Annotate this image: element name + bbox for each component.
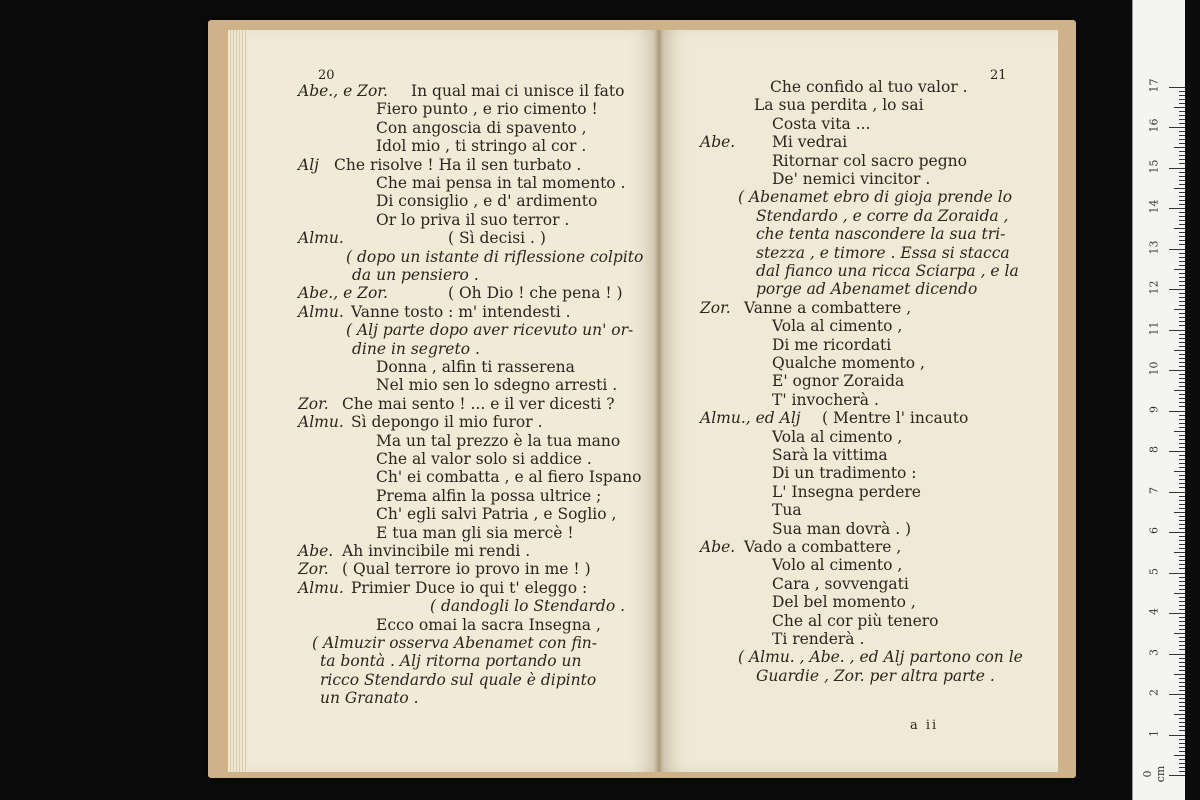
ruler-number: 6 xyxy=(1147,527,1161,534)
ruler-tick xyxy=(1179,232,1185,233)
ruler-tick xyxy=(1179,621,1185,622)
ruler-tick xyxy=(1169,694,1185,695)
ruler-tick xyxy=(1179,277,1185,278)
verse-text: La sua perdita , lo sai xyxy=(754,96,924,115)
verse-text: Che al cor più tenero xyxy=(772,611,939,630)
ruler-tick xyxy=(1179,520,1185,521)
ruler-tick xyxy=(1169,451,1185,452)
ruler-tick xyxy=(1174,552,1185,553)
speaker-name: Abe., e Zor. xyxy=(298,82,388,100)
ruler-number: 9 xyxy=(1147,405,1161,413)
speaker-name: Almu. xyxy=(298,413,344,432)
verse-text: Ecco omai la sacra Insegna , xyxy=(376,615,601,634)
verse-text: Di me ricordati xyxy=(772,335,892,354)
ruler-tick xyxy=(1179,443,1185,444)
ruler-tick xyxy=(1179,346,1185,347)
ruler-tick xyxy=(1169,168,1185,169)
ruler-tick xyxy=(1169,492,1185,493)
ruler-tick xyxy=(1174,269,1185,270)
ruler-tick xyxy=(1174,633,1185,634)
ruler-tick xyxy=(1179,317,1185,318)
stage-direction: dal fianco una ricca Sciarpa , e la xyxy=(756,262,1019,280)
ruler-tick xyxy=(1179,524,1185,525)
stage-direction: ( Almu. , Abe. , ed Alj partono con le xyxy=(738,648,1023,667)
ruler-tick xyxy=(1179,658,1185,659)
ruler-tick xyxy=(1179,682,1185,683)
ruler-tick xyxy=(1179,483,1185,484)
ruler-tick xyxy=(1179,759,1185,760)
ruler-tick xyxy=(1179,609,1185,610)
ruler-tick xyxy=(1179,358,1185,359)
speaker-name: Abe. xyxy=(700,133,736,152)
ruler-tick xyxy=(1179,739,1185,740)
left-page xyxy=(248,30,658,772)
ruler-tick xyxy=(1179,172,1185,173)
ruler-tick xyxy=(1169,411,1185,412)
verse-text: Sua man dovrà . ) xyxy=(772,519,912,538)
ruler-tick xyxy=(1179,123,1185,124)
verse-text: Tua xyxy=(772,501,802,520)
ruler-number: 4 xyxy=(1147,608,1161,615)
ruler-tick xyxy=(1179,747,1185,748)
verse-text: Ritornar col sacro pegno xyxy=(772,151,967,170)
ruler-tick xyxy=(1179,143,1185,144)
verse-text: Che mai sento ! ... e il ver dicesti ? xyxy=(342,394,615,413)
verse-text: Sì depongo il mio furor . xyxy=(351,413,543,432)
stage-direction: Guardie , Zor. per altra parte . xyxy=(756,666,995,685)
speaker-name: Almu. xyxy=(298,302,344,321)
ruler-tick xyxy=(1179,504,1185,505)
ruler-tick xyxy=(1174,228,1185,229)
ruler-tick xyxy=(1179,155,1185,156)
ruler-tick xyxy=(1169,127,1185,128)
ruler-tick xyxy=(1179,564,1185,565)
stage-direction: ( Almuzir osserva Abenamet con fin- xyxy=(312,634,598,652)
ruler-tick xyxy=(1179,516,1185,517)
ruler-number: 12 xyxy=(1147,280,1161,295)
ruler-tick xyxy=(1179,585,1185,586)
verse-text: Cara , sovvengati xyxy=(772,574,909,593)
ruler-tick xyxy=(1179,176,1185,177)
ruler-tick xyxy=(1179,281,1185,282)
ruler-tick xyxy=(1179,771,1185,772)
ruler-tick xyxy=(1179,240,1185,241)
stage-direction: Stendardo , e corre da Zoraida , xyxy=(756,206,1009,225)
verse-text: Ti renderà . xyxy=(772,630,865,648)
ruler-tick xyxy=(1179,743,1185,744)
verse-text: De' nemici vincitor . xyxy=(772,170,931,188)
verse-text: Vanne tosto : m' intendesti . xyxy=(351,302,571,321)
verse-text: L' Insegna perdere xyxy=(772,482,921,501)
stage-direction: un Granato . xyxy=(320,689,419,708)
verse-text: Sarà la vittima xyxy=(772,446,888,464)
ruler-tick xyxy=(1179,261,1185,262)
verse-text: Che mai pensa in tal momento . xyxy=(376,174,626,192)
ruler-tick xyxy=(1179,91,1185,92)
verse-text: ( Sì decisi . ) xyxy=(448,229,546,248)
verse-text: ( Mentre l' incauto xyxy=(822,409,969,428)
verse-text: Donna , alfin ti rasserena xyxy=(376,358,575,376)
ruler-tick xyxy=(1179,406,1185,407)
ruler-number: 16 xyxy=(1147,118,1161,133)
ruler-tick xyxy=(1179,601,1185,602)
ruler-tick xyxy=(1179,342,1185,343)
verse-text: Del bel momento , xyxy=(772,593,916,612)
stage-direction: da un pensiero . xyxy=(352,266,479,284)
ruler-tick xyxy=(1179,455,1185,456)
ruler-tick xyxy=(1179,366,1185,367)
stage-direction: dine in segreto . xyxy=(352,339,480,358)
ruler-number: 5 xyxy=(1147,567,1161,575)
ruler-number: 14 xyxy=(1147,199,1161,214)
ruler-tick xyxy=(1179,479,1185,480)
ruler-tick xyxy=(1179,184,1185,185)
ruler-tick xyxy=(1179,617,1185,618)
ruler-tick xyxy=(1179,131,1185,132)
verse-text: Vola al cimento , xyxy=(772,427,903,446)
ruler-tick xyxy=(1179,103,1185,104)
ruler-tick xyxy=(1179,301,1185,302)
verse-text: Volo al cimento , xyxy=(772,556,903,575)
ruler-tick xyxy=(1179,159,1185,160)
ruler-tick xyxy=(1174,714,1185,715)
ruler-tick xyxy=(1179,378,1185,379)
ruler-tick xyxy=(1179,568,1185,569)
verse-text: Vola al cimento , xyxy=(772,317,903,336)
ruler-tick xyxy=(1179,666,1185,667)
ruler-tick xyxy=(1179,637,1185,638)
book-gutter xyxy=(654,30,664,772)
ruler-tick xyxy=(1179,641,1185,642)
page-number-left: 20 xyxy=(318,68,335,83)
ruler-tick xyxy=(1174,593,1185,594)
verse-text: Con angoscia di spavento , xyxy=(376,118,587,137)
ruler-tick xyxy=(1179,382,1185,383)
ruler-tick xyxy=(1179,767,1185,768)
ruler-tick xyxy=(1179,540,1185,541)
ruler-tick xyxy=(1169,654,1185,655)
stage-direction: ricco Stendardo sul quale è dipinto xyxy=(320,670,597,689)
ruler-tick xyxy=(1179,577,1185,578)
speaker-name: Almu. xyxy=(298,578,344,597)
ruler-tick xyxy=(1169,208,1185,209)
stage-direction: ta bontà . Alj ritorna portando un xyxy=(320,652,582,671)
ruler-number: 7 xyxy=(1147,486,1161,494)
ruler-number: 3 xyxy=(1147,648,1161,656)
ruler-tick xyxy=(1169,735,1185,736)
stage-direction: porge ad Abenamet dicendo xyxy=(756,280,978,299)
verse-text: Che confido al tuo valor . xyxy=(770,78,968,96)
ruler-tick xyxy=(1179,415,1185,416)
ruler-tick xyxy=(1169,370,1185,371)
ruler-tick xyxy=(1174,512,1185,513)
ruler-tick xyxy=(1179,706,1185,707)
ruler-tick xyxy=(1179,257,1185,258)
ruler-tick xyxy=(1179,463,1185,464)
speaker-name: Abe. xyxy=(298,542,334,560)
ruler-tick xyxy=(1179,496,1185,497)
ruler-tick xyxy=(1174,350,1185,351)
ruler-tick xyxy=(1179,305,1185,306)
ruler-tick xyxy=(1179,321,1185,322)
ruler-tick xyxy=(1169,613,1185,614)
signature-mark: a ii xyxy=(910,718,939,733)
ruler-tick xyxy=(1169,330,1185,331)
ruler-tick xyxy=(1174,755,1185,756)
verse-text: T' invocherà . xyxy=(772,390,879,409)
stage-direction: che tenta nascondere la sua tri- xyxy=(756,225,1006,244)
ruler-tick xyxy=(1179,556,1185,557)
verse-text: ( Qual terrore io provo in me ! ) xyxy=(342,560,591,579)
ruler-tick xyxy=(1179,670,1185,671)
ruler-number: 0 cm xyxy=(1141,765,1167,783)
ruler-tick xyxy=(1179,265,1185,266)
ruler-tick xyxy=(1179,394,1185,395)
ruler-tick xyxy=(1179,710,1185,711)
ruler-tick xyxy=(1179,293,1185,294)
verse-text: Ch' ei combatta , e al fiero Ispano xyxy=(376,468,642,487)
ruler-tick xyxy=(1179,439,1185,440)
ruler-tick xyxy=(1179,447,1185,448)
ruler-tick xyxy=(1179,500,1185,501)
ruler-tick xyxy=(1179,645,1185,646)
ruler-tick xyxy=(1174,147,1185,148)
ruler-tick xyxy=(1179,678,1185,679)
ruler-tick xyxy=(1179,386,1185,387)
ruler-tick xyxy=(1179,111,1185,112)
ruler-tick xyxy=(1179,398,1185,399)
ruler-tick xyxy=(1179,528,1185,529)
ruler-tick xyxy=(1179,690,1185,691)
ruler-tick xyxy=(1179,726,1185,727)
stage-direction: stezza , e timore . Essa si stacca xyxy=(756,243,1010,262)
verse-text: Vado a combattere , xyxy=(744,538,902,556)
ruler-tick xyxy=(1179,273,1185,274)
verse-text: Costa vita ... xyxy=(772,114,871,133)
ruler-tick xyxy=(1179,163,1185,164)
ruler-tick xyxy=(1179,216,1185,217)
ruler-tick xyxy=(1179,313,1185,314)
ruler-tick xyxy=(1179,338,1185,339)
ruler-tick xyxy=(1179,605,1185,606)
ruler-tick xyxy=(1179,427,1185,428)
speaker-name: Zor. xyxy=(298,560,329,579)
ruler-tick xyxy=(1179,402,1185,403)
ruler-number: 17 xyxy=(1147,78,1161,92)
verse-text: Ma un tal prezzo è la tua mano xyxy=(376,431,621,450)
ruler-tick xyxy=(1179,297,1185,298)
measurement-ruler xyxy=(1132,0,1185,800)
ruler-tick xyxy=(1179,244,1185,245)
verse-text: Ah invincibile mi rendi . xyxy=(342,542,531,560)
ruler-tick xyxy=(1179,662,1185,663)
ruler-number: 10 xyxy=(1147,361,1161,376)
verse-text: ( Oh Dio ! che pena ! ) xyxy=(448,284,623,303)
verse-text: Ch' egli salvi Patria , e Soglio , xyxy=(376,505,617,524)
ruler-tick xyxy=(1179,649,1185,650)
ruler-tick xyxy=(1169,532,1185,533)
ruler-tick xyxy=(1179,722,1185,723)
ruler-number: 2 xyxy=(1147,689,1161,696)
verse-text: Di consiglio , e d' ardimento xyxy=(376,192,598,211)
ruler-tick xyxy=(1169,249,1185,250)
speaker-name: Abe., e Zor. xyxy=(298,284,388,303)
stage-direction: ( dopo un istante di riflessione colpito xyxy=(346,247,644,266)
ruler-number: 8 xyxy=(1147,446,1161,453)
ruler-tick xyxy=(1174,674,1185,675)
ruler-tick xyxy=(1179,354,1185,355)
speaker-name: Almu., ed Alj xyxy=(700,409,801,428)
verse-text: Or lo priva il suo terror . xyxy=(376,210,570,229)
ruler-tick xyxy=(1179,204,1185,205)
ruler-tick xyxy=(1179,751,1185,752)
ruler-tick xyxy=(1179,99,1185,100)
ruler-tick xyxy=(1169,87,1185,88)
ruler-tick xyxy=(1179,544,1185,545)
ruler-tick xyxy=(1179,629,1185,630)
ruler-tick xyxy=(1179,236,1185,237)
verse-text: Mi vedrai xyxy=(772,133,848,152)
ruler-tick xyxy=(1179,560,1185,561)
verse-text: Fiero punto , e rio cimento ! xyxy=(376,100,598,119)
ruler-tick xyxy=(1179,196,1185,197)
right-page xyxy=(660,30,1058,772)
ruler-tick xyxy=(1174,431,1185,432)
ruler-tick xyxy=(1179,625,1185,626)
ruler-tick xyxy=(1179,702,1185,703)
verse-text: Che al valor solo si addice . xyxy=(376,450,592,468)
ruler-tick xyxy=(1179,224,1185,225)
ruler-tick xyxy=(1179,220,1185,221)
ruler-number: 11 xyxy=(1147,321,1161,335)
speaker-name: Abe. xyxy=(700,538,736,556)
ruler-tick xyxy=(1179,212,1185,213)
ruler-number: 13 xyxy=(1147,240,1161,254)
ruler-tick xyxy=(1179,95,1185,96)
ruler-number: 15 xyxy=(1147,159,1161,173)
stage-direction: ( dandogli lo Stendardo . xyxy=(430,597,626,616)
ruler-tick xyxy=(1179,581,1185,582)
ruler-tick xyxy=(1179,419,1185,420)
speaker-name: Alj xyxy=(298,155,319,174)
ruler-tick xyxy=(1179,475,1185,476)
ruler-tick xyxy=(1179,151,1185,152)
ruler-tick xyxy=(1179,763,1185,764)
ruler-tick xyxy=(1179,435,1185,436)
ruler-tick xyxy=(1179,192,1185,193)
ruler-tick xyxy=(1179,589,1185,590)
ruler-tick xyxy=(1179,686,1185,687)
ruler-tick xyxy=(1179,508,1185,509)
verse-text: Primier Duce io qui t' eleggo : xyxy=(351,578,588,597)
verse-text: Prema alfin la possa ultrice ; xyxy=(376,486,602,505)
ruler-tick xyxy=(1179,597,1185,598)
speaker-name: Zor. xyxy=(700,298,731,317)
verse-text: Che risolve ! Ha il sen turbato . xyxy=(334,155,582,174)
ruler-tick xyxy=(1179,119,1185,120)
verse-text: Di un tradimento : xyxy=(772,464,917,483)
ruler-tick xyxy=(1179,325,1185,326)
ruler-tick xyxy=(1174,188,1185,189)
ruler-tick xyxy=(1179,536,1185,537)
ruler-tick xyxy=(1174,309,1185,310)
ruler-tick xyxy=(1174,471,1185,472)
ruler-tick xyxy=(1179,362,1185,363)
ruler-tick xyxy=(1169,289,1185,290)
speaker-name: Zor. xyxy=(298,394,329,413)
ruler-tick xyxy=(1174,390,1185,391)
ruler-number: 1 xyxy=(1147,729,1161,737)
ruler-tick xyxy=(1179,180,1185,181)
page-number-right: 21 xyxy=(990,68,1007,83)
ruler-tick xyxy=(1179,374,1185,375)
ruler-tick xyxy=(1179,698,1185,699)
ruler-tick xyxy=(1179,253,1185,254)
ruler-tick xyxy=(1179,423,1185,424)
speaker-name: Almu. xyxy=(298,229,344,248)
verse-text: Nel mio sen lo sdegno arresti . xyxy=(376,376,618,395)
verse-text: In qual mai ci unisce il fato xyxy=(411,82,625,100)
ruler-tick xyxy=(1179,459,1185,460)
ruler-tick xyxy=(1179,548,1185,549)
ruler-tick xyxy=(1179,334,1185,335)
ruler-tick xyxy=(1179,718,1185,719)
ruler-tick xyxy=(1174,107,1185,108)
verse-text: Qualche momento , xyxy=(772,354,925,372)
ruler-tick xyxy=(1179,730,1185,731)
ruler-tick xyxy=(1179,115,1185,116)
ruler-tick xyxy=(1169,775,1185,776)
ruler-tick xyxy=(1179,285,1185,286)
verse-text: Idol mio , ti stringo al cor . xyxy=(376,137,587,156)
ruler-tick xyxy=(1169,573,1185,574)
ruler-tick xyxy=(1179,467,1185,468)
ruler-tick xyxy=(1179,139,1185,140)
stage-direction: ( Abenamet ebro di gioja prende lo xyxy=(738,188,1013,207)
verse-text: Vanne a combattere , xyxy=(744,298,912,317)
verse-text: E' ognor Zoraida xyxy=(772,372,905,391)
stage-direction: ( Alj parte dopo aver ricevuto un' or- xyxy=(346,321,634,340)
ruler-tick xyxy=(1179,135,1185,136)
ruler-tick xyxy=(1179,487,1185,488)
verse-text: E tua man gli sia mercè ! xyxy=(376,523,574,542)
ruler-tick xyxy=(1179,200,1185,201)
